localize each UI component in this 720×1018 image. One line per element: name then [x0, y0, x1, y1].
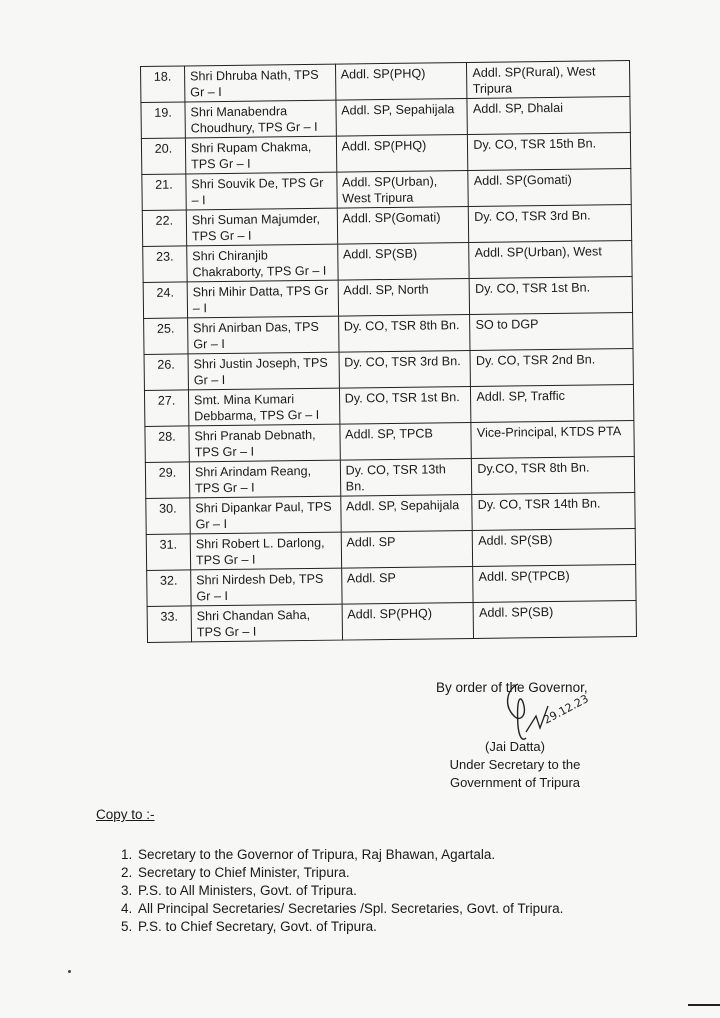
from-post-cell: Addl. SP, Sepahijala: [340, 494, 472, 532]
to-post-cell: Addl. SP(Rural), West Tripura: [467, 61, 630, 99]
serial-cell: 23.: [143, 246, 187, 283]
signature-date: 29.12.23: [541, 692, 591, 727]
to-post-cell: Addl. SP(Urban), West: [469, 241, 632, 279]
from-post-cell: Addl. SP: [341, 530, 473, 568]
copy-to-item: 4. All Principal Secretaries/ Secretaries /Spl. Secretaries, Govt. of Tripura.: [136, 900, 696, 918]
officer-name-cell: Shri Justin Joseph, TPS Gr – I: [188, 352, 339, 390]
from-post-cell: Dy. CO, TSR 1st Bn.: [339, 386, 471, 424]
officer-name-cell: Shri Dhruba Nath, TPS Gr – I: [184, 64, 335, 102]
from-post-cell: Dy. CO, TSR 3rd Bn.: [339, 350, 471, 388]
from-post-cell: Addl. SP(PHQ): [335, 63, 467, 101]
officer-name-cell: Shri Arindam Reang, TPS Gr – I: [189, 460, 340, 498]
serial-cell: 19.: [141, 102, 185, 139]
table-row: [142, 169, 631, 211]
from-post-cell: Dy. CO, TSR 13th Bn.: [340, 458, 472, 496]
officer-name-cell: Shri Dipankar Paul, TPS Gr – I: [190, 496, 341, 534]
to-post-cell: Dy.CO, TSR 8th Bn.: [472, 456, 635, 494]
to-post-cell: Dy. CO, TSR 15th Bn.: [468, 133, 631, 171]
officer-name-cell: Shri Robert L. Darlong, TPS Gr – I: [190, 532, 341, 570]
officer-name-cell: Shri Souvik De, TPS Gr – I: [186, 172, 337, 210]
table-row: [145, 456, 634, 498]
officer-name-cell: Shri Pranab Debnath, TPS Gr – I: [189, 424, 340, 462]
officer-name-cell: Shri Nirdesh Deb, TPS Gr – I: [191, 568, 342, 606]
copy-to-item: 2. Secretary to Chief Minister, Tripura.: [136, 864, 696, 882]
to-post-cell: Dy. CO, TSR 14th Bn.: [472, 492, 635, 530]
serial-cell: 25.: [144, 318, 188, 355]
serial-cell: 32.: [147, 570, 191, 607]
to-post-cell: Addl. SP, Traffic: [471, 384, 634, 422]
to-post-cell: Dy. CO, TSR 2nd Bn.: [470, 348, 633, 386]
table-row: [144, 313, 633, 355]
serial-cell: 27.: [144, 390, 188, 427]
officer-name-cell: Shri Mihir Datta, TPS Gr – I: [187, 280, 338, 318]
serial-cell: 29.: [145, 462, 189, 499]
from-post-cell: Addl. SP, North: [338, 278, 470, 316]
signer-block: [440, 738, 590, 792]
table-row: [141, 61, 630, 103]
table-row: [143, 277, 632, 319]
transfer-table: [140, 60, 637, 643]
table-row: [143, 241, 632, 283]
to-post-cell: Addl. SP(SB): [473, 600, 636, 638]
table-row: [146, 528, 635, 570]
to-post-cell: Addl. SP, Dhalai: [467, 97, 630, 135]
serial-cell: 18.: [141, 66, 185, 103]
table-row: [144, 384, 633, 426]
table-row: [141, 133, 630, 175]
serial-cell: 21.: [142, 174, 186, 211]
officer-name-cell: Smt. Mina Kumari Debbarma, TPS Gr – I: [188, 388, 339, 426]
signer-office: Government of Tripura: [449, 775, 581, 790]
to-post-cell: SO to DGP: [470, 313, 633, 351]
from-post-cell: Addl. SP, Sepahijala: [336, 99, 468, 137]
from-post-cell: Addl. SP(PHQ): [336, 135, 468, 173]
to-post-cell: Addl. SP(TPCB): [473, 564, 636, 602]
to-post-cell: Addl. SP(SB): [473, 528, 636, 566]
officer-name-cell: Shri Manabendra Choudhury, TPS Gr – I: [185, 100, 336, 138]
table-row: [145, 420, 634, 462]
serial-cell: 30.: [146, 498, 190, 535]
table-row: [141, 97, 630, 139]
copy-to-item: 1. Secretary to the Governor of Tripura, Raj Bhawan, Agartala.: [136, 846, 696, 864]
table-row: [142, 205, 631, 247]
officer-name-cell: Shri Rupam Chakma, TPS Gr – I: [185, 136, 336, 174]
from-post-cell: Addl. SP(SB): [337, 242, 469, 280]
officer-name-cell: Shri Anirban Das, TPS Gr – I: [188, 316, 339, 354]
scan-speck: [68, 970, 71, 973]
scan-edge-mark: [688, 1004, 720, 1006]
table-row: [147, 564, 636, 606]
serial-cell: 26.: [144, 354, 188, 391]
to-post-cell: Addl. SP(Gomati): [468, 169, 631, 207]
copy-to-item: 3. P.S. to All Ministers, Govt. of Tripura.: [136, 882, 696, 900]
from-post-cell: Addl. SP, TPCB: [339, 422, 471, 460]
copy-to-item: 5. P.S. to Chief Secretary, Govt. of Tripura.: [136, 918, 696, 936]
to-post-cell: Dy. CO, TSR 3rd Bn.: [469, 205, 632, 243]
table-row: [147, 600, 636, 642]
from-post-cell: Addl. SP: [341, 566, 473, 604]
serial-cell: 20.: [141, 138, 185, 175]
order-line: By order of the Governor,: [436, 680, 588, 695]
signer-name: (Jai Datta): [485, 739, 545, 754]
from-post-cell: Addl. SP(Urban), West Tripura: [336, 170, 468, 208]
copy-to-list: [96, 846, 696, 936]
from-post-cell: Dy. CO, TSR 8th Bn.: [338, 314, 470, 352]
serial-cell: 22.: [142, 210, 186, 247]
table-row: [144, 348, 633, 390]
to-post-cell: Dy. CO, TSR 1st Bn.: [469, 277, 632, 315]
serial-cell: 28.: [145, 426, 189, 463]
serial-cell: 33.: [147, 606, 191, 643]
signer-designation: Under Secretary to the: [449, 757, 581, 772]
from-post-cell: Addl. SP(Gomati): [337, 206, 469, 244]
from-post-cell: Addl. SP(PHQ): [342, 602, 474, 640]
table-row: [146, 492, 635, 534]
transfer-table-body: [141, 61, 637, 643]
copy-to-title: Copy to :-: [96, 807, 155, 822]
serial-cell: 24.: [143, 282, 187, 319]
officer-name-cell: Shri Suman Majumder, TPS Gr – I: [186, 208, 337, 246]
officer-name-cell: Shri Chiranjib Chakraborty, TPS Gr – I: [187, 244, 338, 282]
serial-cell: 31.: [146, 534, 190, 571]
to-post-cell: Vice-Principal, KTDS PTA: [471, 420, 634, 458]
officer-name-cell: Shri Chandan Saha, TPS Gr – I: [191, 604, 342, 642]
